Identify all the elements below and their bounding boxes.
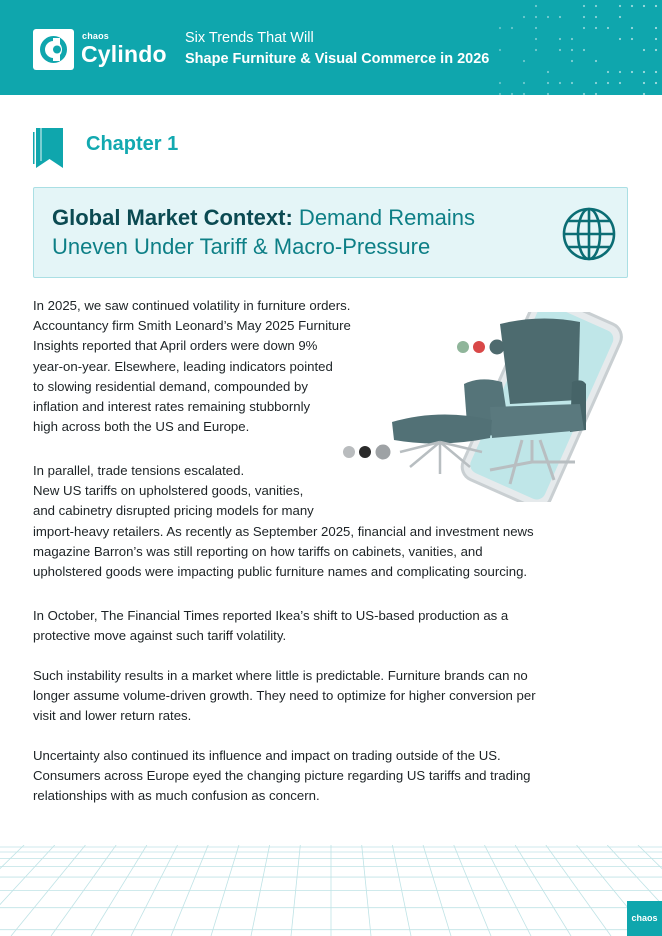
paragraph-2: In parallel, trade tensions escalated. New US tariffs on upholstered goods, vanities, and cabinetry disrupted pricing models for many import-heavy retailers. As recently as September 2025, financial and investment news magazine Barron’s was still reporting on how tariffs on cabinets, vanities, and upholstered goods were impacting public furniture names and complicating sourcing. — [33, 463, 534, 580]
leg-swatch — [376, 445, 391, 460]
bookmark-icon — [33, 128, 63, 168]
section-title — [52, 203, 552, 261]
cylindo-logo-icon — [33, 29, 74, 70]
dot-pattern-decoration — [492, 0, 662, 95]
brand-small-text: chaos — [82, 31, 110, 41]
paragraph-4: Such instability results in a market where little is predictable. Furniture brands can no longer assume volume-driven growth. They need to optimize for higher conversion per visit and lower return rates. — [33, 668, 536, 724]
fabric-swatch — [473, 341, 485, 353]
header-title-line2: Shape Furniture & Visual Commerce in 2026 — [185, 51, 490, 67]
header-title-line1: Six Trends That Will — [185, 30, 314, 46]
paragraph-3: In October, The Financial Times reported Ikea’s shift to US-based production as a protective move against such tariff volatility. — [33, 608, 509, 644]
paragraph-5: Uncertainty also continued its influence and impact on trading outside of the US. Consumers across Europe eyed the changing picture regarding US tariffs and trading relationships with as much confusion as concern. — [33, 748, 531, 804]
section-title-rest: Demand Remains — [292, 205, 475, 230]
leg-swatch — [343, 446, 355, 458]
section-title-bold: Global Market Context: — [52, 205, 293, 230]
globe-icon — [561, 206, 617, 262]
page-header — [0, 0, 662, 95]
fabric-swatch — [457, 341, 469, 353]
section-title-line2: Uneven Under Tariff & Macro-Pressure — [52, 234, 431, 259]
grid-floor-decoration — [0, 845, 662, 936]
chaos-corner-badge: chaos — [627, 901, 662, 936]
chapter-label: Chapter 1 — [86, 133, 179, 155]
leg-swatch — [359, 446, 371, 458]
section-title-box — [33, 187, 628, 278]
paragraph-1: In 2025, we saw continued volatility in furniture orders. Accountancy firm Smith Leonard’s May 2025 Furniture Insights reported that April orders were down 9% year-on-year. Elsewhere, leading indicators pointed to slowing residential demand, compounded by inflation and interest rates remaining stubbornly high across both the US and Europe. — [33, 298, 351, 435]
brand-name: Cylindo — [81, 41, 167, 67]
